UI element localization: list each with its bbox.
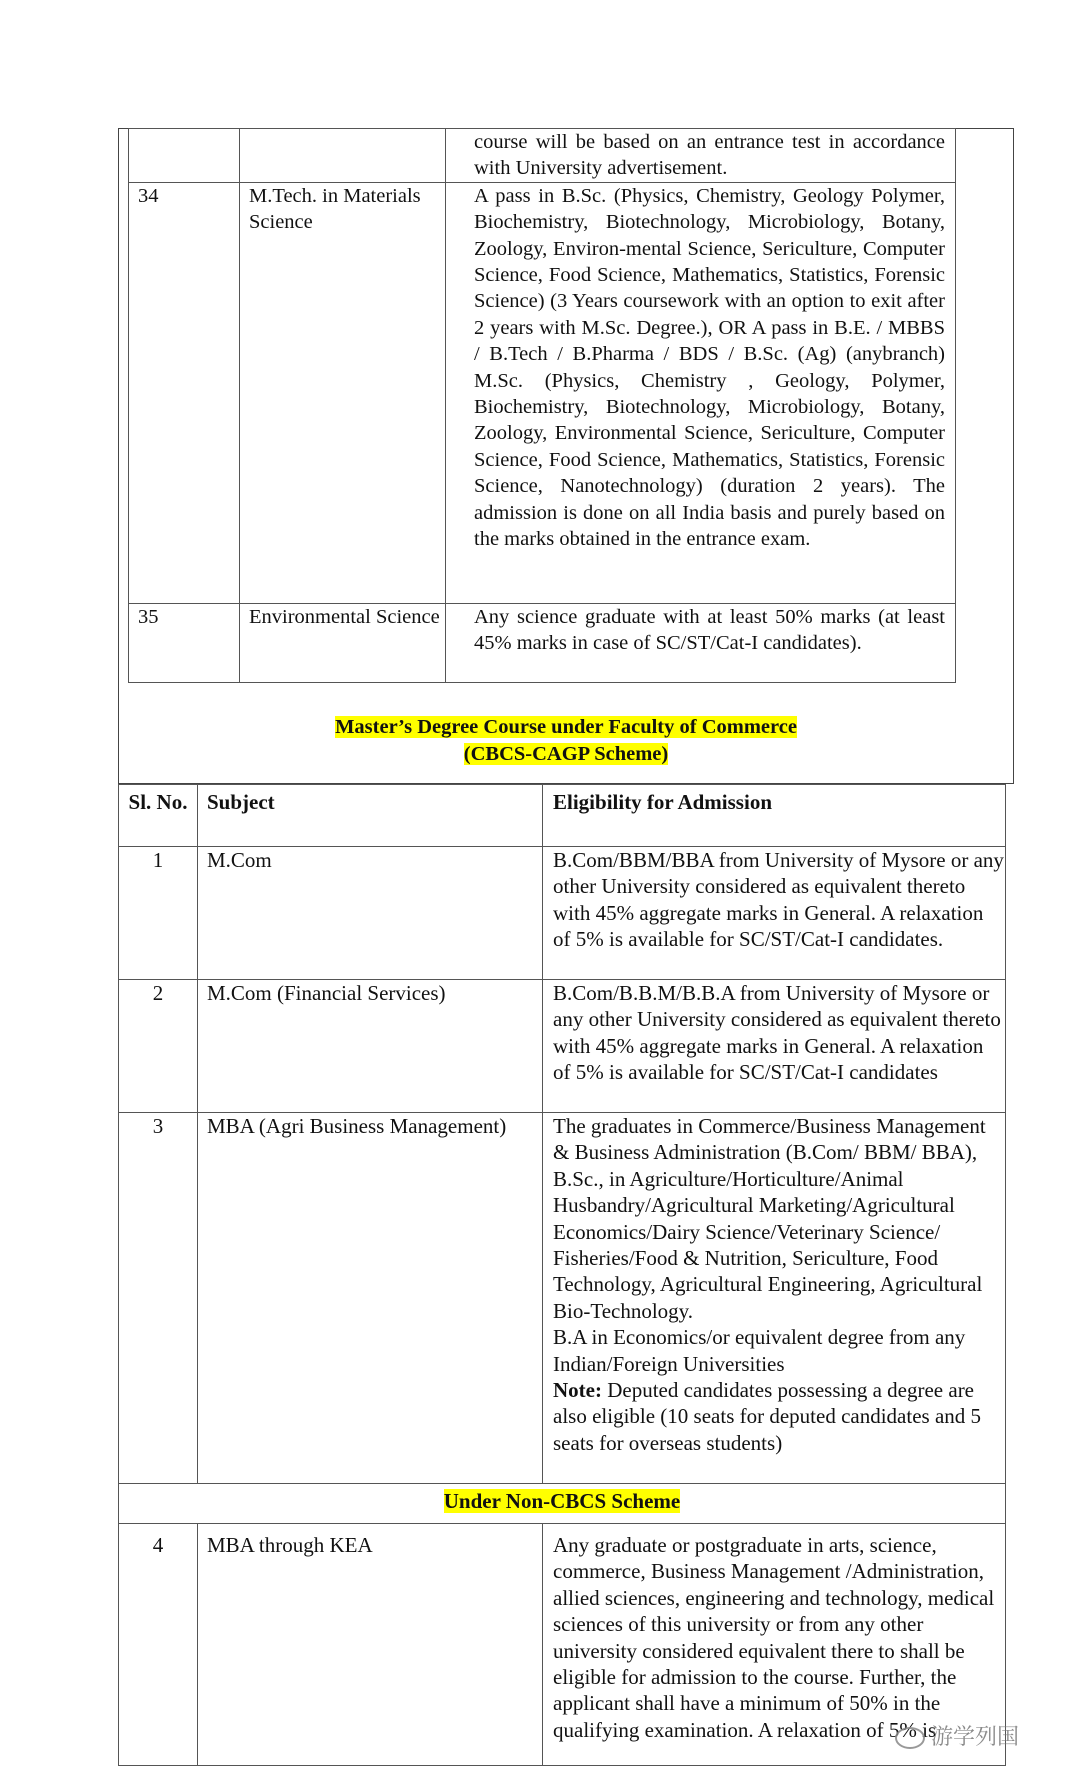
- commerce-course-table: [118, 784, 1006, 1766]
- subject-cell: M.Com: [198, 847, 543, 980]
- scheme-subheading: Under Non-CBCS Scheme: [443, 1489, 681, 1513]
- table-row: [119, 1113, 1006, 1484]
- table-row: [119, 847, 1006, 980]
- section-heading: [118, 716, 1014, 739]
- note-label: Note:: [553, 1378, 602, 1403]
- sl-no-cell: 4: [119, 1524, 198, 1766]
- subject-cell: Environmental Science: [240, 603, 446, 682]
- sl-no-cell: [129, 129, 240, 183]
- section-heading-line2: (CBCS-CAGP Scheme): [463, 743, 669, 765]
- scheme-subheading-cell: [119, 1484, 1006, 1524]
- scheme-subheading-row: [119, 1484, 1006, 1524]
- eligibility-note: [553, 1377, 1005, 1456]
- sl-no-cell: 3: [119, 1113, 198, 1484]
- header-eligibility: Eligibility for Admission: [543, 785, 1006, 847]
- subject-cell: [240, 129, 446, 183]
- table-row: [119, 980, 1006, 1113]
- eligibility-line: B.Sc., in Agriculture/Horticulture/Animal Husbandry/Agricultural Marketing/Agricultural Economics/Dairy Science/Veterinary Science/ Fisheries/Food & Nutrition, Sericulture, Food Technology, Agricultural Engineering, Agricultural Bio-Technology.: [553, 1166, 983, 1323]
- sl-no-cell: 35: [129, 603, 240, 682]
- table-row: [129, 182, 956, 603]
- section-subheading: [118, 743, 1014, 766]
- eligibility-line: The graduates in Commerce/Business Management & Business Administration (B.Com/ BBM/ BBA),: [553, 1114, 986, 1165]
- eligibility-cell: B.Com/BBM/BBA from University of Mysore or any other University considered as equivalent thereto with 45% aggregate marks in General. A relaxation of 5% is available for SC/ST/Cat-I candidates.: [543, 847, 1006, 980]
- table-header-row: [119, 785, 1006, 847]
- subject-cell: MBA (Agri Business Management): [198, 1113, 543, 1484]
- sl-no-cell: 2: [119, 980, 198, 1113]
- note-text: Deputed candidates possessing a degree are also eligible (10 seats for deputed candidates and 5 seats for overseas students): [553, 1378, 982, 1455]
- table-row: [129, 603, 956, 682]
- sl-no-cell: 34: [129, 182, 240, 603]
- eligibility-line: B.A in Economics/or equivalent degree from any Indian/Foreign Universities: [553, 1325, 966, 1376]
- section-heading-line1: Master’s Degree Course under Faculty of Commerce: [335, 716, 797, 738]
- eligibility-cell: Any graduate or postgraduate in arts, science, commerce, Business Management /Administration, allied sciences, engineering and technology, medical sciences of this university or from any other university considered equivalent there to shall be eligible for admission to the course. Further, the applicant shall have a minimum of 50% in the qualifying examination. A relaxation of 5% is: [543, 1524, 1006, 1766]
- eligibility-cell: course will be based on an entrance test in accordance with University advertisement.: [446, 129, 956, 183]
- table-row: [119, 1524, 1006, 1766]
- eligibility-cell: [543, 1113, 1006, 1484]
- eligibility-cell: B.Com/B.B.M/B.B.A from University of Mysore or any other University considered as equivalent thereto with 45% aggregate marks in General. A relaxation of 5% is available for SC/ST/Cat-I candidates: [543, 980, 1006, 1113]
- eligibility-cell: Any science graduate with at least 50% marks (at least 45% marks in case of SC/ST/Cat-I candidates).: [446, 603, 956, 682]
- watermark-text: 游学列国: [931, 1725, 1020, 1750]
- sl-no-cell: 1: [119, 847, 198, 980]
- eligibility-cell: A pass in B.Sc. (Physics, Chemistry, Geology Polymer, Biochemistry, Biotechnology, Microbiology, Botany, Zoology, Environ-mental Science, Sericulture, Computer Science, Food Science, Mathematics, Statistics, Forensic Science) (3 Years coursework with an option to exit after 2 years with M.Sc. Degree.), OR A pass in B.E. / MBBS / B.Tech / B.Pharma / BDS / B.Sc. (Ag) (anybranch) M.Sc. (Physics, Chemistry , Geology, Polymer, Biochemistry, Biotechnology, Microbiology, Botany, Zoology, Environmental Science, Sericulture, Computer Science, Food Science, Mathematics, Statistics, Forensic Science, Nanotechnology) (duration 2 years). The admission is done on all India basis and purely based on the marks obtained in the entrance exam.: [446, 182, 956, 603]
- science-course-table: [128, 128, 956, 683]
- header-subject: Subject: [198, 785, 543, 847]
- watermark: [895, 1720, 1019, 1751]
- table-row: [129, 129, 956, 183]
- subject-cell: M.Tech. in Materials Science: [240, 182, 446, 603]
- subject-cell: MBA through KEA: [198, 1524, 543, 1766]
- subject-cell: M.Com (Financial Services): [198, 980, 543, 1113]
- wechat-icon: [895, 1727, 925, 1749]
- header-sl-no: Sl. No.: [119, 785, 198, 847]
